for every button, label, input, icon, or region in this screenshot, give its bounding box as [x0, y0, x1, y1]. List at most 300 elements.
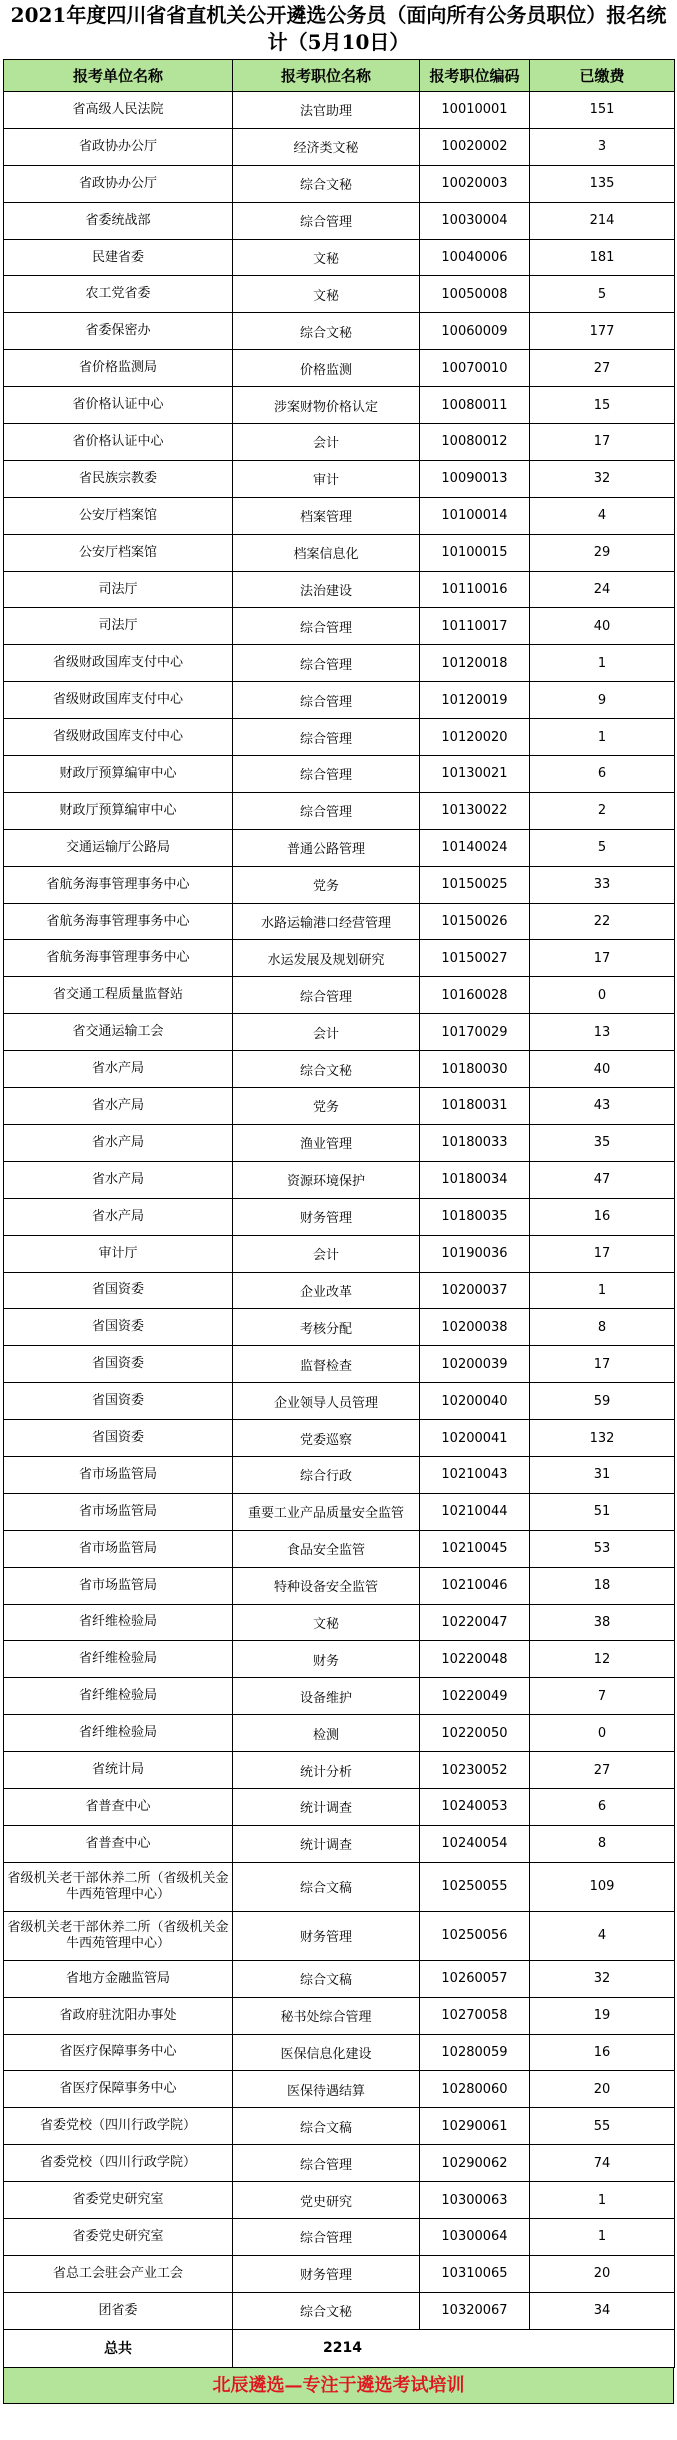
cell-position: 综合文秘 — [233, 2292, 420, 2329]
cell-unit: 省医疗保障事务中心 — [4, 2071, 233, 2108]
cell-unit: 省委党校（四川行政学院） — [4, 2108, 233, 2145]
table-row — [4, 2182, 675, 2219]
cell-unit: 审计厅 — [4, 1235, 233, 1272]
cell-paid: 22 — [530, 903, 675, 940]
cell-code: 10140024 — [420, 829, 530, 866]
cell-position: 涉案财物价格认定 — [233, 387, 420, 424]
cell-unit: 省纤维检验局 — [4, 1678, 233, 1715]
cell-unit: 司法厅 — [4, 571, 233, 608]
cell-unit: 省国资委 — [4, 1346, 233, 1383]
cell-position: 综合文稿 — [233, 1960, 420, 1997]
cell-paid: 1 — [530, 719, 675, 756]
cell-unit: 省国资委 — [4, 1309, 233, 1346]
cell-paid: 7 — [530, 1678, 675, 1715]
cell-unit: 省政协办公厅 — [4, 165, 233, 202]
table-row — [4, 1997, 675, 2034]
table-row — [4, 571, 675, 608]
cell-position: 档案信息化 — [233, 534, 420, 571]
table-row — [4, 2255, 675, 2292]
cell-position: 统计调查 — [233, 1788, 420, 1825]
cell-code: 10210044 — [420, 1493, 530, 1530]
table-row — [4, 92, 675, 129]
table-row — [4, 497, 675, 534]
table-row — [4, 1752, 675, 1789]
cell-position: 综合管理 — [233, 756, 420, 793]
table-row — [4, 1911, 675, 1960]
cell-position: 医保信息化建设 — [233, 2034, 420, 2071]
cell-paid: 9 — [530, 682, 675, 719]
cell-unit: 司法厅 — [4, 608, 233, 645]
cell-code: 10100015 — [420, 534, 530, 571]
cell-unit: 省价格认证中心 — [4, 387, 233, 424]
cell-code: 10220050 — [420, 1715, 530, 1752]
cell-code: 10270058 — [420, 1997, 530, 2034]
cell-unit: 省普查中心 — [4, 1788, 233, 1825]
cell-unit: 省民族宗教委 — [4, 460, 233, 497]
cell-position: 设备维护 — [233, 1678, 420, 1715]
table-row — [4, 1530, 675, 1567]
table-header-row — [4, 60, 675, 92]
cell-code: 10120020 — [420, 719, 530, 756]
cell-code: 10260057 — [420, 1960, 530, 1997]
table-row — [4, 1088, 675, 1125]
cell-position: 秘书处综合管理 — [233, 1997, 420, 2034]
table-row — [4, 1383, 675, 1420]
table-row — [4, 424, 675, 461]
cell-unit: 省交通工程质量监督站 — [4, 977, 233, 1014]
cell-paid: 33 — [530, 866, 675, 903]
cell-position: 综合文稿 — [233, 2108, 420, 2145]
cell-paid: 6 — [530, 756, 675, 793]
cell-code: 10320067 — [420, 2292, 530, 2329]
cell-unit: 财政厅预算编审中心 — [4, 756, 233, 793]
cell-code: 10080012 — [420, 424, 530, 461]
table-row — [4, 313, 675, 350]
cell-unit: 省委党史研究室 — [4, 2218, 233, 2255]
cell-code: 10220047 — [420, 1604, 530, 1641]
cell-paid: 74 — [530, 2145, 675, 2182]
cell-unit: 公安厅档案馆 — [4, 534, 233, 571]
table-row — [4, 1161, 675, 1198]
cell-position: 监督检查 — [233, 1346, 420, 1383]
table-row — [4, 2034, 675, 2071]
total-value: 2214 — [233, 2329, 675, 2367]
cell-unit: 省委党史研究室 — [4, 2182, 233, 2219]
cell-unit: 省市场监管局 — [4, 1493, 233, 1530]
cell-unit: 省航务海事管理事务中心 — [4, 866, 233, 903]
table-row — [4, 534, 675, 571]
table-row — [4, 645, 675, 682]
cell-position: 党务 — [233, 866, 420, 903]
cell-unit: 省航务海事管理事务中心 — [4, 940, 233, 977]
cell-unit: 团省委 — [4, 2292, 233, 2329]
table-row — [4, 608, 675, 645]
cell-position: 综合管理 — [233, 608, 420, 645]
cell-position: 综合文稿 — [233, 1862, 420, 1911]
cell-paid: 47 — [530, 1161, 675, 1198]
cell-unit: 省纤维检验局 — [4, 1604, 233, 1641]
cell-code: 10210043 — [420, 1456, 530, 1493]
cell-code: 10130021 — [420, 756, 530, 793]
cell-paid: 135 — [530, 165, 675, 202]
cell-position: 财务管理 — [233, 1911, 420, 1960]
cell-code: 10200039 — [420, 1346, 530, 1383]
cell-unit: 省水产局 — [4, 1088, 233, 1125]
footer-banner: 北辰遴选—专注于遴选考试培训 — [3, 2368, 674, 2404]
registration-table — [3, 59, 675, 2368]
cell-position: 综合管理 — [233, 202, 420, 239]
table-row — [4, 866, 675, 903]
table-row — [4, 2108, 675, 2145]
cell-code: 10200041 — [420, 1420, 530, 1457]
cell-paid: 4 — [530, 1911, 675, 1960]
cell-position: 综合管理 — [233, 719, 420, 756]
table-row — [4, 1825, 675, 1862]
cell-position: 企业领导人员管理 — [233, 1383, 420, 1420]
cell-unit: 民建省委 — [4, 239, 233, 276]
cell-code: 10210046 — [420, 1567, 530, 1604]
cell-unit: 省政府驻沈阳办事处 — [4, 1997, 233, 2034]
cell-unit: 省国资委 — [4, 1272, 233, 1309]
cell-code: 10200037 — [420, 1272, 530, 1309]
cell-unit: 省级财政国库支付中心 — [4, 682, 233, 719]
cell-unit: 省航务海事管理事务中心 — [4, 903, 233, 940]
cell-code: 10030004 — [420, 202, 530, 239]
table-row — [4, 903, 675, 940]
cell-paid: 6 — [530, 1788, 675, 1825]
cell-unit: 省纤维检验局 — [4, 1641, 233, 1678]
cell-unit: 省水产局 — [4, 1198, 233, 1235]
cell-code: 10120018 — [420, 645, 530, 682]
cell-code: 10110017 — [420, 608, 530, 645]
table-row — [4, 756, 675, 793]
header-code: 报考职位编码 — [420, 60, 530, 92]
table-row — [4, 1420, 675, 1457]
cell-unit: 省水产局 — [4, 1161, 233, 1198]
cell-paid: 1 — [530, 2182, 675, 2219]
cell-code: 10150027 — [420, 940, 530, 977]
cell-position: 会计 — [233, 1235, 420, 1272]
header-paid: 已缴费 — [530, 60, 675, 92]
cell-paid: 17 — [530, 1346, 675, 1383]
table-row — [4, 1862, 675, 1911]
cell-paid: 214 — [530, 202, 675, 239]
cell-code: 10200038 — [420, 1309, 530, 1346]
cell-position: 综合管理 — [233, 2145, 420, 2182]
table-row — [4, 977, 675, 1014]
cell-position: 综合管理 — [233, 2218, 420, 2255]
cell-unit: 省交通运输工会 — [4, 1014, 233, 1051]
table-row — [4, 1235, 675, 1272]
cell-position: 经济类文秘 — [233, 128, 420, 165]
cell-unit: 省委党校（四川行政学院） — [4, 2145, 233, 2182]
cell-position: 价格监测 — [233, 350, 420, 387]
cell-position: 医保待遇结算 — [233, 2071, 420, 2108]
cell-position: 综合管理 — [233, 977, 420, 1014]
cell-position: 综合管理 — [233, 682, 420, 719]
table-row — [4, 1641, 675, 1678]
cell-position: 党史研究 — [233, 2182, 420, 2219]
cell-code: 10300064 — [420, 2218, 530, 2255]
total-label: 总共 — [4, 2329, 233, 2367]
cell-unit: 农工党省委 — [4, 276, 233, 313]
cell-unit: 省级机关老干部休养二所（省级机关金牛西苑管理中心） — [4, 1862, 233, 1911]
table-row — [4, 1272, 675, 1309]
cell-code: 10070010 — [420, 350, 530, 387]
cell-paid: 17 — [530, 424, 675, 461]
cell-paid: 151 — [530, 92, 675, 129]
table-row — [4, 940, 675, 977]
cell-position: 档案管理 — [233, 497, 420, 534]
cell-paid: 0 — [530, 1715, 675, 1752]
page-title: 2021年度四川省省直机关公开遴选公务员（面向所有公务员职位）报名统计（5月10日） — [10, 3, 667, 54]
cell-code: 10290062 — [420, 2145, 530, 2182]
cell-paid: 20 — [530, 2255, 675, 2292]
cell-paid: 38 — [530, 1604, 675, 1641]
cell-paid: 32 — [530, 1960, 675, 1997]
cell-position: 文秘 — [233, 1604, 420, 1641]
total-row — [4, 2329, 675, 2367]
cell-position: 特种设备安全监管 — [233, 1567, 420, 1604]
cell-paid: 31 — [530, 1456, 675, 1493]
cell-position: 会计 — [233, 1014, 420, 1051]
cell-position: 综合管理 — [233, 645, 420, 682]
cell-paid: 17 — [530, 940, 675, 977]
cell-code: 10240053 — [420, 1788, 530, 1825]
cell-paid: 16 — [530, 2034, 675, 2071]
table-row — [4, 128, 675, 165]
cell-unit: 公安厅档案馆 — [4, 497, 233, 534]
cell-paid: 20 — [530, 2071, 675, 2108]
cell-unit: 省纤维检验局 — [4, 1715, 233, 1752]
cell-unit: 省价格认证中心 — [4, 424, 233, 461]
cell-code: 10180030 — [420, 1051, 530, 1088]
cell-paid: 1 — [530, 1272, 675, 1309]
cell-paid: 27 — [530, 350, 675, 387]
cell-code: 10180034 — [420, 1161, 530, 1198]
table-row — [4, 1309, 675, 1346]
cell-unit: 省市场监管局 — [4, 1530, 233, 1567]
cell-unit: 省价格监测局 — [4, 350, 233, 387]
cell-position: 普通公路管理 — [233, 829, 420, 866]
table-row — [4, 1124, 675, 1161]
cell-position: 审计 — [233, 460, 420, 497]
cell-position: 食品安全监管 — [233, 1530, 420, 1567]
table-row — [4, 1051, 675, 1088]
cell-code: 10150026 — [420, 903, 530, 940]
cell-paid: 2 — [530, 792, 675, 829]
cell-unit: 省委保密办 — [4, 313, 233, 350]
cell-unit: 省总工会驻会产业工会 — [4, 2255, 233, 2292]
cell-code: 10250055 — [420, 1862, 530, 1911]
table-row — [4, 1456, 675, 1493]
cell-paid: 16 — [530, 1198, 675, 1235]
table-row — [4, 165, 675, 202]
cell-code: 10080011 — [420, 387, 530, 424]
cell-position: 法治建设 — [233, 571, 420, 608]
cell-position: 党委巡察 — [233, 1420, 420, 1457]
cell-code: 10090013 — [420, 460, 530, 497]
cell-unit: 省级财政国库支付中心 — [4, 645, 233, 682]
cell-code: 10020002 — [420, 128, 530, 165]
cell-paid: 181 — [530, 239, 675, 276]
cell-position: 文秘 — [233, 239, 420, 276]
cell-paid: 132 — [530, 1420, 675, 1457]
cell-position: 检测 — [233, 1715, 420, 1752]
cell-code: 10180031 — [420, 1088, 530, 1125]
cell-unit: 省水产局 — [4, 1051, 233, 1088]
cell-code: 10240054 — [420, 1825, 530, 1862]
cell-position: 水运发展及规划研究 — [233, 940, 420, 977]
cell-paid: 40 — [530, 1051, 675, 1088]
cell-paid: 59 — [530, 1383, 675, 1420]
cell-paid: 8 — [530, 1309, 675, 1346]
table-row — [4, 1788, 675, 1825]
cell-paid: 27 — [530, 1752, 675, 1789]
cell-position: 财务 — [233, 1641, 420, 1678]
cell-unit: 省政协办公厅 — [4, 128, 233, 165]
table-row — [4, 350, 675, 387]
cell-code: 10060009 — [420, 313, 530, 350]
cell-paid: 32 — [530, 460, 675, 497]
table-row — [4, 387, 675, 424]
cell-unit: 省委统战部 — [4, 202, 233, 239]
cell-paid: 43 — [530, 1088, 675, 1125]
cell-unit: 省统计局 — [4, 1752, 233, 1789]
cell-position: 渔业管理 — [233, 1124, 420, 1161]
cell-position: 党务 — [233, 1088, 420, 1125]
cell-code: 10040006 — [420, 239, 530, 276]
cell-code: 10130022 — [420, 792, 530, 829]
cell-code: 10150025 — [420, 866, 530, 903]
cell-unit: 省地方金融监管局 — [4, 1960, 233, 1997]
table-row — [4, 792, 675, 829]
table-row — [4, 682, 675, 719]
table-row — [4, 2145, 675, 2182]
cell-position: 统计分析 — [233, 1752, 420, 1789]
cell-unit: 省市场监管局 — [4, 1567, 233, 1604]
cell-position: 统计调查 — [233, 1825, 420, 1862]
cell-paid: 40 — [530, 608, 675, 645]
table-row — [4, 276, 675, 313]
cell-code: 10230052 — [420, 1752, 530, 1789]
cell-code: 10120019 — [420, 682, 530, 719]
cell-code: 10200040 — [420, 1383, 530, 1420]
cell-position: 水路运输港口经营管理 — [233, 903, 420, 940]
cell-unit: 省普查中心 — [4, 1825, 233, 1862]
cell-unit: 交通运输厅公路局 — [4, 829, 233, 866]
cell-unit: 省级机关老干部休养二所（省级机关金牛西苑管理中心） — [4, 1911, 233, 1960]
cell-code: 10220048 — [420, 1641, 530, 1678]
cell-paid: 35 — [530, 1124, 675, 1161]
cell-paid: 0 — [530, 977, 675, 1014]
cell-position: 考核分配 — [233, 1309, 420, 1346]
cell-code: 10170029 — [420, 1014, 530, 1051]
cell-unit: 财政厅预算编审中心 — [4, 792, 233, 829]
cell-code: 10020003 — [420, 165, 530, 202]
cell-position: 综合行政 — [233, 1456, 420, 1493]
table-row — [4, 719, 675, 756]
cell-position: 企业改革 — [233, 1272, 420, 1309]
cell-position: 文秘 — [233, 276, 420, 313]
cell-code: 10280059 — [420, 2034, 530, 2071]
cell-paid: 109 — [530, 1862, 675, 1911]
cell-paid: 29 — [530, 534, 675, 571]
cell-code: 10290061 — [420, 2108, 530, 2145]
table-row — [4, 202, 675, 239]
cell-code: 10100014 — [420, 497, 530, 534]
cell-position: 综合管理 — [233, 792, 420, 829]
cell-position: 财务管理 — [233, 2255, 420, 2292]
table-row — [4, 2071, 675, 2108]
cell-code: 10050008 — [420, 276, 530, 313]
table-row — [4, 1715, 675, 1752]
cell-paid: 18 — [530, 1567, 675, 1604]
cell-code: 10220049 — [420, 1678, 530, 1715]
table-row — [4, 2218, 675, 2255]
cell-position: 法官助理 — [233, 92, 420, 129]
cell-code: 10280060 — [420, 2071, 530, 2108]
cell-paid: 19 — [530, 1997, 675, 2034]
cell-paid: 17 — [530, 1235, 675, 1272]
cell-code: 10250056 — [420, 1911, 530, 1960]
cell-unit: 省医疗保障事务中心 — [4, 2034, 233, 2071]
table-row — [4, 1960, 675, 1997]
cell-paid: 3 — [530, 128, 675, 165]
cell-position: 会计 — [233, 424, 420, 461]
cell-paid: 1 — [530, 2218, 675, 2255]
table-row — [4, 239, 675, 276]
cell-position: 财务管理 — [233, 1198, 420, 1235]
cell-code: 10190036 — [420, 1235, 530, 1272]
table-row — [4, 1346, 675, 1383]
cell-paid: 13 — [530, 1014, 675, 1051]
table-row — [4, 1604, 675, 1641]
cell-code: 10310065 — [420, 2255, 530, 2292]
cell-code: 10180035 — [420, 1198, 530, 1235]
table-row — [4, 1678, 675, 1715]
table-row — [4, 829, 675, 866]
table-row — [4, 1014, 675, 1051]
table-row — [4, 2292, 675, 2329]
cell-paid: 4 — [530, 497, 675, 534]
cell-unit: 省水产局 — [4, 1124, 233, 1161]
cell-unit: 省级财政国库支付中心 — [4, 719, 233, 756]
header-unit: 报考单位名称 — [4, 60, 233, 92]
cell-unit: 省国资委 — [4, 1383, 233, 1420]
table-row — [4, 1198, 675, 1235]
cell-position: 重要工业产品质量安全监管 — [233, 1493, 420, 1530]
cell-paid: 12 — [530, 1641, 675, 1678]
cell-code: 10300063 — [420, 2182, 530, 2219]
table-row — [4, 460, 675, 497]
cell-unit: 省国资委 — [4, 1420, 233, 1457]
cell-code: 10160028 — [420, 977, 530, 1014]
cell-paid: 8 — [530, 1825, 675, 1862]
cell-unit: 省高级人民法院 — [4, 92, 233, 129]
cell-paid: 55 — [530, 2108, 675, 2145]
cell-position: 综合文秘 — [233, 1051, 420, 1088]
cell-code: 10180033 — [420, 1124, 530, 1161]
table-row — [4, 1493, 675, 1530]
cell-position: 资源环境保护 — [233, 1161, 420, 1198]
cell-position: 综合文秘 — [233, 165, 420, 202]
table-row — [4, 1567, 675, 1604]
cell-paid: 24 — [530, 571, 675, 608]
cell-paid: 51 — [530, 1493, 675, 1530]
cell-paid: 34 — [530, 2292, 675, 2329]
cell-paid: 15 — [530, 387, 675, 424]
